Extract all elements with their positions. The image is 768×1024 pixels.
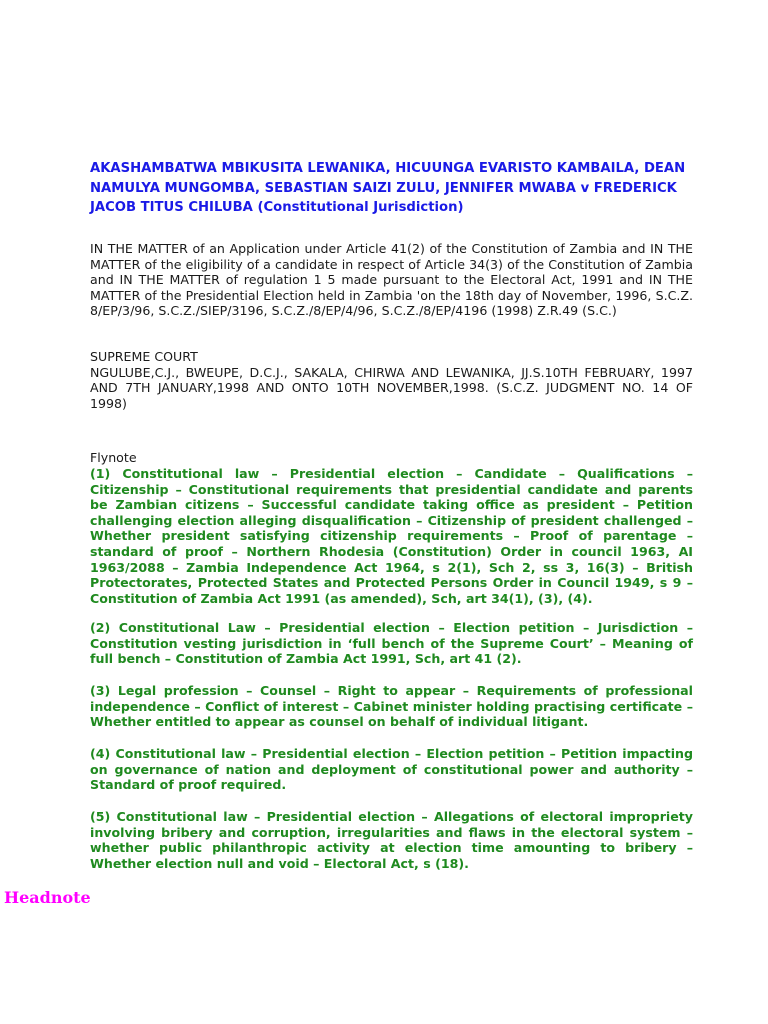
flynote-item-4: (4) Constitutional law – Presidential election – Election petition – Petition impacting on governance of nation and deployment of constitutional power and authority – Standard of proof required. [90,746,693,793]
flynote-label: Flynote [90,450,137,465]
court-block [90,349,693,411]
headnote-heading: Headnote [4,888,91,907]
flynote-item-2: (2) Constitutional Law – Presidential election – Election petition – Jurisdiction – Constitution vesting jurisdiction in ‘full bench of the Supreme Court’ – Meaning of full bench – Constitution of Zambia Act 1991, Sch, art 41 (2). [90,620,693,667]
flynote-item-1: (1) Constitutional law – Presidential election – Candidate – Qualifications – Citizenship – Constitutional requirements that presidential candidate and parents be Zambian citizens – Successful candidate taking office as president – Petition challenging election alleging disqualification – Citizenship of president challenged – Whether president satisfying citizenship requirements – Proof of parentage – standard of proof – Northern Rhodesia (Constitution) Order in council 1963, AI 1963/2088 – Zambia Independence Act 1964, s 2(1), Sch 2, ss 3, 16(3) – British Protectorates, Protected States and Protected Persons Order in Council 1949, s 9 – Constitution of Zambia Act 1991 (as amended), Sch, art 34(1), (3), (4). [90,466,693,606]
case-title: AKASHAMBATWA MBIKUSITA LEWANIKA, HICUUNGA EVARISTO KAMBAILA, DEAN NAMULYA MUNGOMBA, SEBASTIAN SAIZI ZULU, JENNIFER MWABA v FREDERICK JACOB TITUS CHILUBA (Constitutional Jurisdiction) [90,161,686,215]
matter-paragraph: IN THE MATTER of an Application under Article 41(2) of the Constitution of Zambia and IN THE MATTER of the eligibility of a candidate in respect of Article 34(3) of the Constitution of Zambia and IN THE MATTER of regulation 1 5 made pursuant to the Electoral Act, 1991 and IN THE MATTER of the Presidential Election held in Zambia 'on the 18th day of November, 1996, S.C.Z. 8/EP/3/96, S.C.Z./SIEP/3196, S.C.Z./8/EP/4/96, S.C.Z./8/EP/4196 (1998) Z.R.49 (S.C.) [90,241,693,319]
court-details: NGULUBE,C.J., BWEUPE, D.C.J., SAKALA, CHIRWA AND LEWANIKA, JJ.S.10TH FEBRUARY, 1997 AND 7TH JANUARY,1998 AND ONTO 10TH NOVEMBER,1998. (S.C.Z. JUDGMENT NO. 14 OF 1998) [90,364,693,411]
flynote-item-5: (5) Constitutional law – Presidential election – Allegations of electoral impropriety involving bribery and corruption, irregularities and flaws in the electoral system – whether public philanthropic activity at election time amounting to bribery – Whether election null and void – Electoral Act, s (18). [90,809,693,871]
court-name: SUPREME COURT [90,349,198,364]
flynote-item-3: (3) Legal profession – Counsel – Right to appear – Requirements of professional independence – Conflict of interest – Cabinet minister holding practising certificate – Whether entitled to appear as counsel on behalf of individual litigant. [90,683,693,730]
